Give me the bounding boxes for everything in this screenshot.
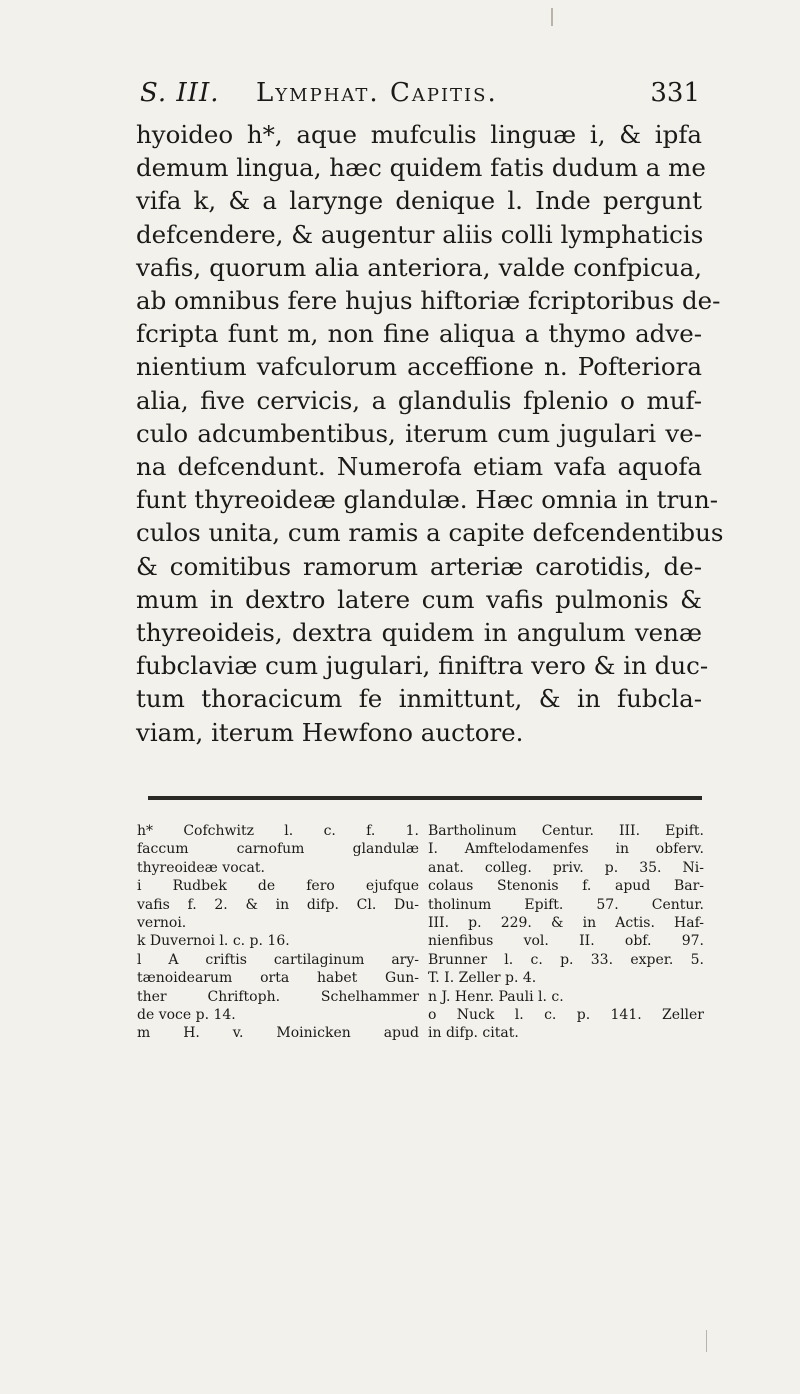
text-line: hyoideo h*, aque mufculis linguæ i, & ipfa xyxy=(136,120,702,149)
text-line: ab omnibus fere hujus hiftoriæ fcriptoribus de- xyxy=(136,286,721,316)
footnotes-right-column xyxy=(428,822,704,1043)
text-line: mum in dextro latere cum vafis pulmonis & xyxy=(136,584,702,614)
text-line: vafis, quorum alia anteriora, valde confpicua, xyxy=(136,252,702,282)
footnote-line: ther Chriftoph. Schelhammer xyxy=(137,988,419,1005)
footnote-line: T. I. Zeller p. 4. xyxy=(428,970,537,987)
footnote-line: m H. v. Moinicken apud xyxy=(137,1025,419,1042)
text-line: funt thyreoideæ glandulæ. Hæc omnia in trun- xyxy=(136,485,719,515)
section-number: S. III. xyxy=(140,78,220,108)
running-title: Lymphat. Capitis. xyxy=(256,78,498,108)
page-number: 331 xyxy=(650,78,700,108)
footnote-line: III. p. 229. & in Actis. Haf- xyxy=(428,915,704,932)
main-paragraph xyxy=(136,118,724,749)
text-line: vifa k, & a larynge denique l. Inde pergunt xyxy=(136,186,702,216)
text-line: & comitibus ramorum arteriæ carotidis, de- xyxy=(136,551,702,581)
footnote-line: Brunner l. c. p. 33. exper. 5. xyxy=(428,951,704,968)
text-line: viam, iterum Hewfono auctore. xyxy=(136,717,524,747)
footnote-line: k Duvernoi l. c. p. 16. xyxy=(137,933,290,950)
footnote-line: anat. colleg. priv. p. 35. Ni- xyxy=(428,859,704,876)
text-line: defcendere, & augentur aliis colli lymphaticis xyxy=(136,219,704,249)
footnote-line: o Nuck l. c. p. 141. Zeller xyxy=(428,1007,704,1024)
footnote-line: thyreoideæ vocat. xyxy=(137,859,265,876)
footnote-line: de voce p. 14. xyxy=(137,1007,236,1024)
footnote-line: n J. Henr. Pauli l. c. xyxy=(428,988,564,1005)
text-line: fubclaviæ cum jugulari, finiftra vero & in duc- xyxy=(136,651,709,681)
text-line: culos unita, cum ramis a capite defcendentibus xyxy=(136,518,724,548)
footnote-line: faccum carnofum glandulæ xyxy=(137,841,419,858)
text-line: culo adcumbentibus, iterum cum jugulari ve- xyxy=(136,418,702,448)
footnote-line: i Rudbek de fero ejufque xyxy=(137,878,419,895)
running-header xyxy=(140,78,700,114)
footnote-line: h* Cofchwitz l. c. f. 1. xyxy=(137,823,419,839)
text-line: nientium vafculorum acceffione n. Pofteriora xyxy=(136,352,702,382)
footnote-line: colaus Stenonis f. apud Bar- xyxy=(428,878,704,895)
footnote-line: tænoidearum orta habet Gun- xyxy=(137,970,419,987)
footnote-line: I. Amftelodamenfes in obferv. xyxy=(428,841,704,858)
text-line: thyreoideis, dextra quidem in angulum venæ xyxy=(136,618,702,648)
text-line: tum thoracicum fe inmittunt, & in fubcla- xyxy=(136,684,702,714)
text-line: alia, five cervicis, a glandulis fplenio o muf- xyxy=(136,385,702,415)
paper-speck xyxy=(551,8,553,26)
footnote-divider xyxy=(148,796,702,800)
paper-speck xyxy=(706,1330,707,1352)
footnote-line: in difp. citat. xyxy=(428,1025,519,1042)
text-line: demum lingua, hæc quidem fatis dudum a me xyxy=(136,153,706,183)
footnote-line: tholinum Epift. 57. Centur. xyxy=(428,896,704,913)
text-line: fcripta funt m, non fine aliqua a thymo adve- xyxy=(136,319,702,349)
footnote-line: l A criftis cartilaginum ary- xyxy=(137,951,419,968)
footnote-line: vafis f. 2. & in difp. Cl. Du- xyxy=(137,896,419,913)
footnote-line: Bartholinum Centur. III. Epift. xyxy=(428,823,704,839)
footnotes-left-column xyxy=(137,822,419,1043)
footnote-line: vernoi. xyxy=(137,915,187,932)
footnote-line: nienfibus vol. II. obf. 97. xyxy=(428,933,704,950)
text-line: na defcendunt. Numerofa etiam vafa aquofa xyxy=(136,452,702,482)
